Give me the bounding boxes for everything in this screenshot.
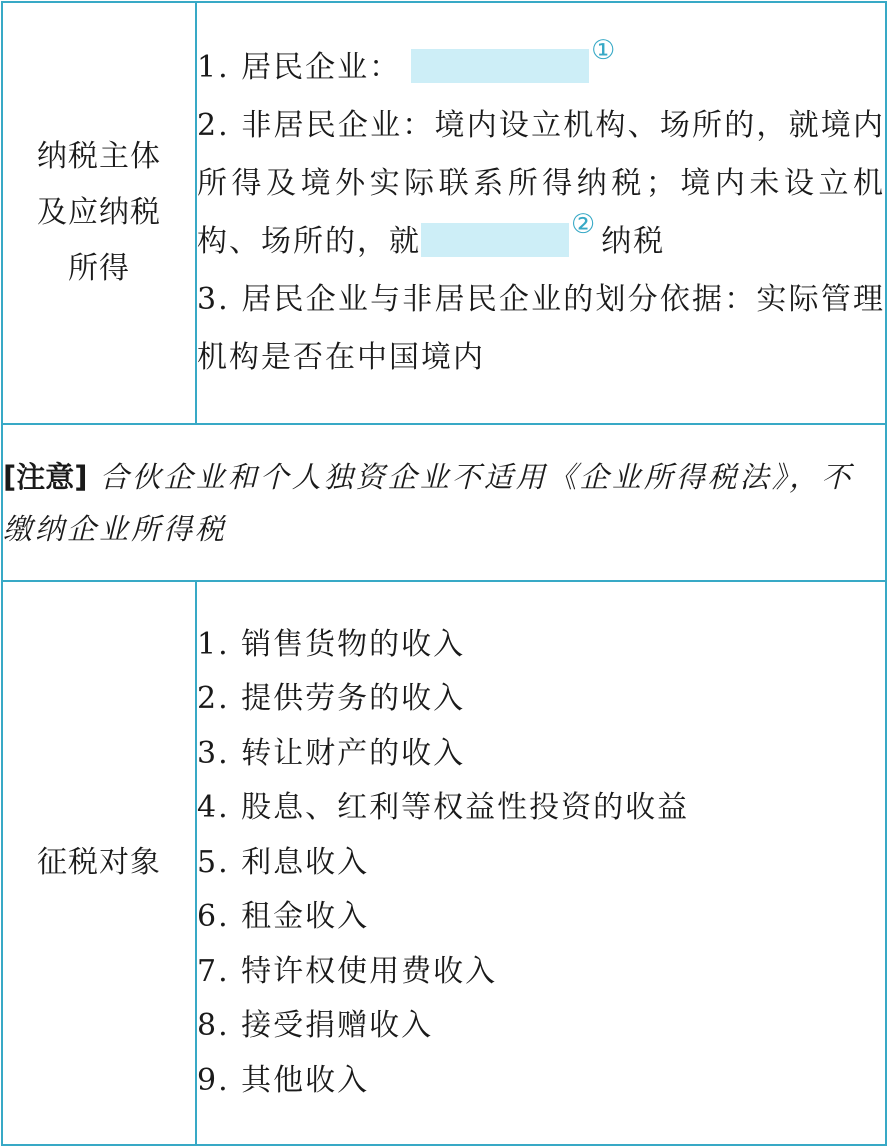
nonresident-enterprise-line (197, 97, 885, 271)
resident-enterprise-line (197, 35, 885, 97)
row-note (2, 424, 886, 581)
note-tag: [注意] (3, 459, 88, 494)
income-item: 4. 股息、红利等权益性投资的收益 (197, 790, 690, 826)
income-item: 9. 其他收入 (197, 1062, 370, 1098)
income-item: 6. 租金收入 (197, 899, 370, 935)
nonresident-enterprise-text: 2. 非居民企业：境内设立机构、场所的，就境内所得及境外实际联系所得纳税；境内未设立机构、场所的，就 (197, 108, 885, 259)
taxpayer-label-line-2: 及应纳税 (37, 195, 161, 230)
taxpayer-label-cell (2, 2, 196, 424)
tax-object-content-cell (196, 581, 886, 1145)
blank-mark-2: ② (571, 209, 598, 240)
tax-object-label: 征税对象 (37, 845, 161, 880)
taxpayer-content-cell (196, 2, 886, 424)
answer-blank-2[interactable] (421, 223, 569, 257)
income-list (197, 618, 885, 1109)
income-item: 1. 销售货物的收入 (197, 626, 466, 662)
income-item: 2. 提供劳务的收入 (197, 681, 466, 717)
income-item: 3. 转让财产的收入 (197, 735, 466, 771)
income-item: 8. 接受捐赠收入 (197, 1008, 434, 1044)
resident-enterprise-text: 1. 居民企业： (197, 50, 402, 85)
note-text: 合伙企业和个人独资企业不适用《企业所得税法》，不缴纳企业所得税 (3, 459, 854, 546)
income-item: 5. 利息收入 (197, 844, 370, 880)
note-cell (2, 424, 886, 581)
income-item: 7. 特许权使用费收入 (197, 953, 498, 989)
classification-basis-line: 3. 居民企业与非居民企业的划分依据：实际管理机构是否在中国境内 (197, 282, 885, 375)
row-taxpayer (2, 2, 886, 424)
answer-blank-1[interactable] (411, 49, 589, 83)
row-tax-object (2, 581, 886, 1145)
taxpayer-label-line-1: 纳税主体 (37, 139, 161, 174)
tax-summary-table (1, 1, 887, 1146)
nonresident-enterprise-suffix: 纳税 (601, 224, 666, 259)
blank-mark-1: ① (591, 35, 618, 66)
tax-object-label-cell (2, 581, 196, 1145)
taxpayer-label-line-3: 所得 (68, 251, 130, 286)
